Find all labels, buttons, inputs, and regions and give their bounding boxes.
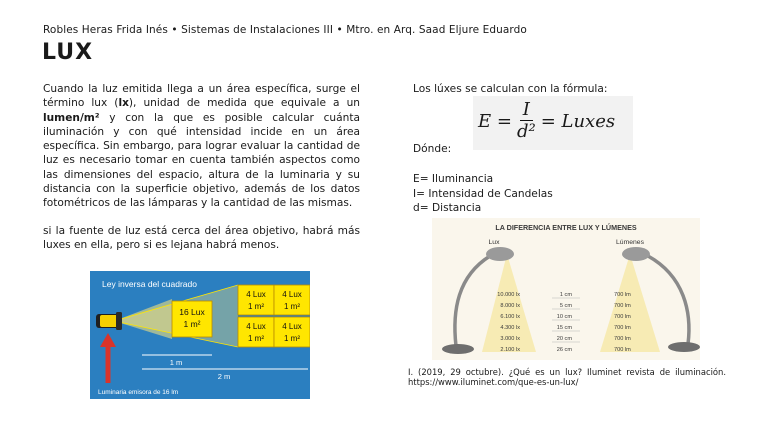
cell-lux-label: 4 Lux <box>246 322 266 331</box>
formula-intro: Los lúxes se calculan con la fórmula: <box>413 83 608 95</box>
intro-paragraph <box>43 82 360 211</box>
cell-area-label: 1 m² <box>248 302 264 311</box>
document-header: Robles Heras Frida Inés • Sistemas de Instalaciones III • Mtro. en Arq. Saad Eljure Eduardo <box>43 24 527 36</box>
center-lux-label: 16 Lux <box>179 307 205 317</box>
intro-text-b: ), unidad de medida que equivale a un <box>128 97 360 110</box>
inverse-square-illustration <box>90 271 310 399</box>
lux-header: Lux <box>488 239 500 246</box>
lux-lumens-illustration <box>432 218 700 360</box>
intro-text-a: Cuando la luz emitida llega a un área específica, surge el término lux ( <box>43 83 360 110</box>
figure-title: LA DIFERENCIA ENTRE LUX Y LÚMENES <box>495 223 637 232</box>
formula-fraction <box>517 100 536 143</box>
lux-value: 8.000 lx <box>500 303 520 309</box>
cell-area-label: 1 m² <box>284 302 300 311</box>
definition-item: d= Distancia <box>413 202 482 214</box>
distance-label-1m: 1 m <box>169 358 183 367</box>
cell-lux-label: 4 Lux <box>246 290 266 299</box>
cell-area-label: 1 m² <box>284 334 300 343</box>
flashlight-band <box>100 315 118 327</box>
lumen-value: 700 lm <box>614 325 631 331</box>
cm-value: 26 cm <box>556 347 572 353</box>
inverse-square-diagram <box>90 271 310 399</box>
cell-area-label: 1 m² <box>248 334 264 343</box>
cm-value: 5 cm <box>559 303 572 309</box>
center-area-label: 1 m² <box>183 319 201 329</box>
definition-item: I= Intensidad de Candelas <box>413 187 553 200</box>
right-lamp-base <box>668 342 700 352</box>
image-citation: I. (2019, 29 octubre). ¿Qué es un lux? Iluminet revista de iluminación. https://www.iluminet.com/que-es-un-lux/ <box>408 367 726 388</box>
right-lamp-head <box>622 247 650 261</box>
formula-lhs: E = <box>478 111 512 132</box>
cm-value: 10 cm <box>556 314 572 320</box>
lumen-value: 700 lm <box>614 336 631 342</box>
cell-lux-label: 4 Lux <box>282 322 302 331</box>
cm-value: 20 cm <box>556 336 572 342</box>
lumen-value: 700 lm <box>614 314 631 320</box>
intro-text-c: y con la que es posible calcular cuánta iluminación y con qué intensidad incide en un área específica. Sin embargo, para lograr evaluar la cantidad de luz es necesario tomar en cuenta también aspectos como las dimensiones del espacio, altura de la luminaria y su distancia con la superficie objetivo, además de los datos fotométricos de las lámparas y la cantidad de las mismas. <box>43 111 360 210</box>
lx-abbrev: lx <box>118 97 129 110</box>
distance-label-2m: 2 m <box>217 372 231 381</box>
lumen-value: 700 lm <box>614 292 631 298</box>
cm-value: 1 cm <box>559 292 572 298</box>
lux-value: 4.300 lx <box>500 325 520 331</box>
lux-value: 10.000 lx <box>497 292 520 298</box>
distance-paragraph: si la fuente de luz está cerca del área objetivo, habrá más luxes en ella, pero si es lejana habrá menos. <box>43 224 360 251</box>
lux-value: 2.100 lx <box>500 347 520 353</box>
left-lamp-head <box>486 247 514 261</box>
formula-rhs: = Luxes <box>540 111 616 132</box>
lumen-value: 700 lm <box>614 347 631 353</box>
lux-value: 6.100 lx <box>500 314 520 320</box>
diagram-caption: Luminaria emisora de 16 lm <box>98 389 179 396</box>
lux-lumens-figure <box>432 218 700 360</box>
formula-denominator: d² <box>516 121 536 142</box>
donde-label: Dónde: <box>413 143 452 155</box>
lux-formula <box>478 100 615 143</box>
lux-value: 3.000 lx <box>500 336 520 342</box>
lumen-value: 700 lm <box>614 303 631 309</box>
lumen-header: Lúmenes <box>616 239 644 246</box>
definitions-list <box>413 172 553 216</box>
lumen-unit: lumen/m² <box>43 111 100 124</box>
left-column <box>43 82 360 252</box>
flashlight-head <box>116 312 122 330</box>
page-title: LUX <box>42 40 94 65</box>
cm-value: 15 cm <box>556 325 572 331</box>
cell-lux-label: 4 Lux <box>282 290 302 299</box>
definition-item: E= Iluminancia <box>413 173 494 185</box>
diagram-title: Ley inversa del cuadrado <box>102 279 197 289</box>
formula-numerator: I <box>520 100 533 121</box>
left-lamp-base <box>442 344 474 354</box>
